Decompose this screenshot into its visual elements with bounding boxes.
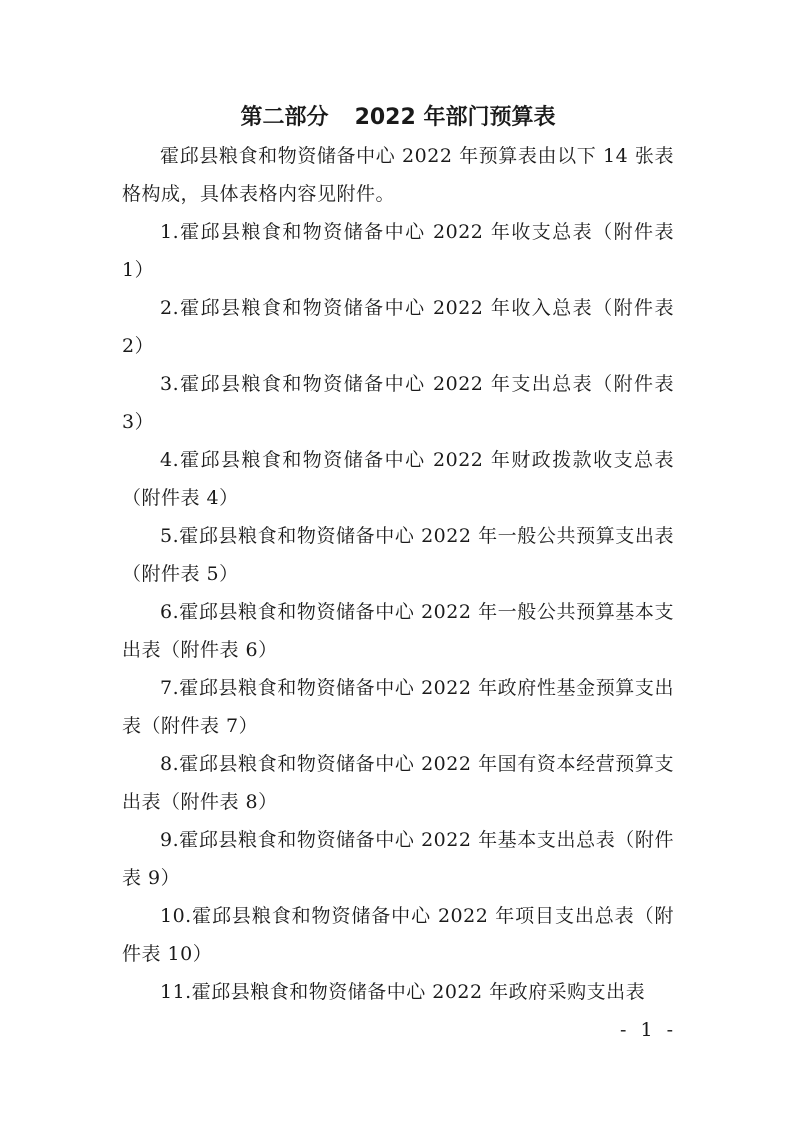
list-item: 8.霍邱县粮食和物资储备中心 2022 年国有资本经营预算支出表（附件表 8） — [122, 753, 674, 813]
list-item: 3.霍邱县粮食和物资储备中心 2022 年支出总表（附件表 3） — [122, 373, 674, 433]
list-item: 1.霍邱县粮食和物资储备中心 2022 年收支总表（附件表 1） — [122, 221, 674, 281]
list-item: 7.霍邱县粮食和物资储备中心 2022 年政府性基金预算支出表（附件表 7） — [122, 677, 674, 737]
page-title — [122, 100, 674, 136]
list-item: 11.霍邱县粮食和物资储备中心 2022 年政府采购支出表 — [160, 981, 646, 1003]
list-item: 6.霍邱县粮食和物资储备中心 2022 年一般公共预算基本支出表（附件表 6） — [122, 601, 674, 661]
list-item: 9.霍邱县粮食和物资储备中心 2022 年基本支出总表（附件表 9） — [122, 829, 674, 889]
list-item: 10.霍邱县粮食和物资储备中心 2022 年项目支出总表（附件表 10） — [122, 905, 674, 965]
list-item: 2.霍邱县粮食和物资储备中心 2022 年收入总表（附件表 2） — [122, 297, 674, 357]
list-item: 4.霍邱县粮食和物资储备中心 2022 年财政拨款收支总表（附件表 4） — [122, 449, 674, 509]
intro-paragraph: 霍邱县粮食和物资储备中心 2022 年预算表由以下 14 张表格构成，具体表格内容见附件。 — [122, 145, 674, 205]
document-body — [122, 137, 674, 1011]
page-number: - 1 - — [620, 1019, 678, 1041]
list-item: 5.霍邱县粮食和物资储备中心 2022 年一般公共预算支出表（附件表 5） — [122, 525, 674, 585]
title-heading: 2022 年部门预算表 — [354, 105, 556, 130]
title-part: 第二部分 — [240, 105, 329, 130]
